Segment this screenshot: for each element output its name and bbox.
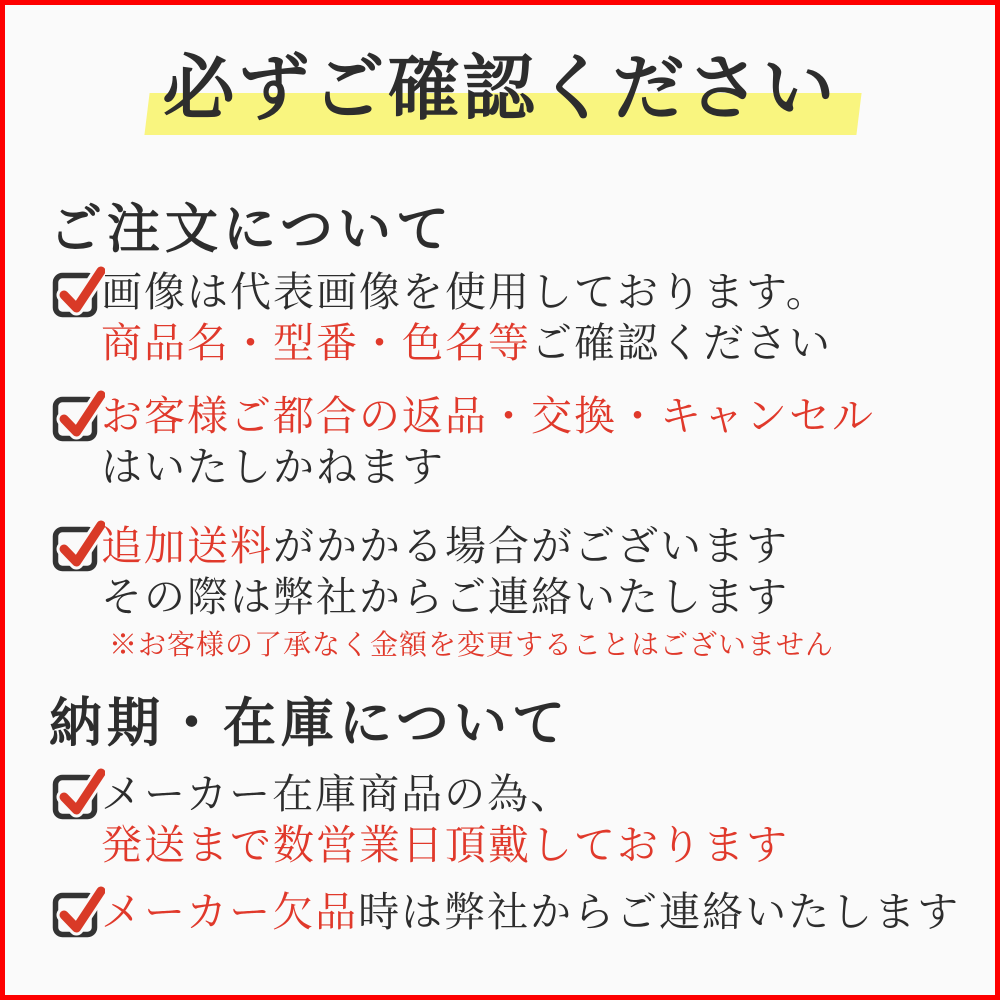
checklist-item	[51, 887, 979, 938]
text-segment: 時は弊社からご連絡いたします	[358, 889, 961, 935]
item-line	[101, 769, 979, 820]
item-line	[101, 391, 979, 442]
text-segment: 商品名・型番・色名等	[101, 320, 531, 366]
item-line	[101, 572, 979, 623]
item-text	[101, 769, 979, 871]
item-text	[101, 887, 979, 938]
checked-checkbox-icon	[51, 516, 105, 574]
item-text	[101, 521, 979, 674]
item-line	[101, 267, 979, 318]
item-text	[101, 267, 979, 369]
checked-checkbox-icon	[51, 882, 105, 940]
item-line	[101, 442, 979, 493]
text-segment: 追加送料	[101, 523, 273, 569]
item-line	[101, 820, 979, 871]
item-line	[101, 521, 979, 572]
text-segment: 発送まで数営業日頂戴しております	[101, 822, 789, 868]
text-segment: はいたしかねます	[101, 444, 445, 490]
item-note-line	[101, 623, 979, 674]
text-segment: 画像は代表画像を使用しております。	[101, 269, 829, 315]
text-segment: お客様ご都合の返品・交換・キャンセル	[101, 393, 875, 439]
text-segment: がかかる場合がございます	[273, 523, 789, 569]
text-segment: ご確認ください	[531, 320, 832, 366]
section-heading: ご注文について	[49, 201, 454, 259]
checklist-item	[51, 267, 979, 369]
checklist-item	[51, 521, 979, 674]
text-segment: ※お客様の了承なく金額を変更することはございません	[109, 630, 835, 661]
item-line	[101, 887, 979, 938]
text-segment: メーカー欠品	[101, 889, 359, 935]
checked-checkbox-icon	[51, 262, 105, 320]
text-segment: その際は弊社からご連絡いたします	[101, 574, 789, 620]
checklist-item	[51, 769, 979, 871]
text-segment: メーカー在庫商品の為、	[101, 771, 574, 817]
item-line	[101, 318, 979, 369]
checked-checkbox-icon	[51, 386, 105, 444]
title-block	[5, 39, 995, 149]
page-title: 必ずご確認ください	[162, 49, 838, 129]
item-text	[101, 391, 979, 493]
checked-checkbox-icon	[51, 764, 105, 822]
checklist-item	[51, 391, 979, 493]
section-heading: 納期・在庫について	[49, 695, 570, 753]
